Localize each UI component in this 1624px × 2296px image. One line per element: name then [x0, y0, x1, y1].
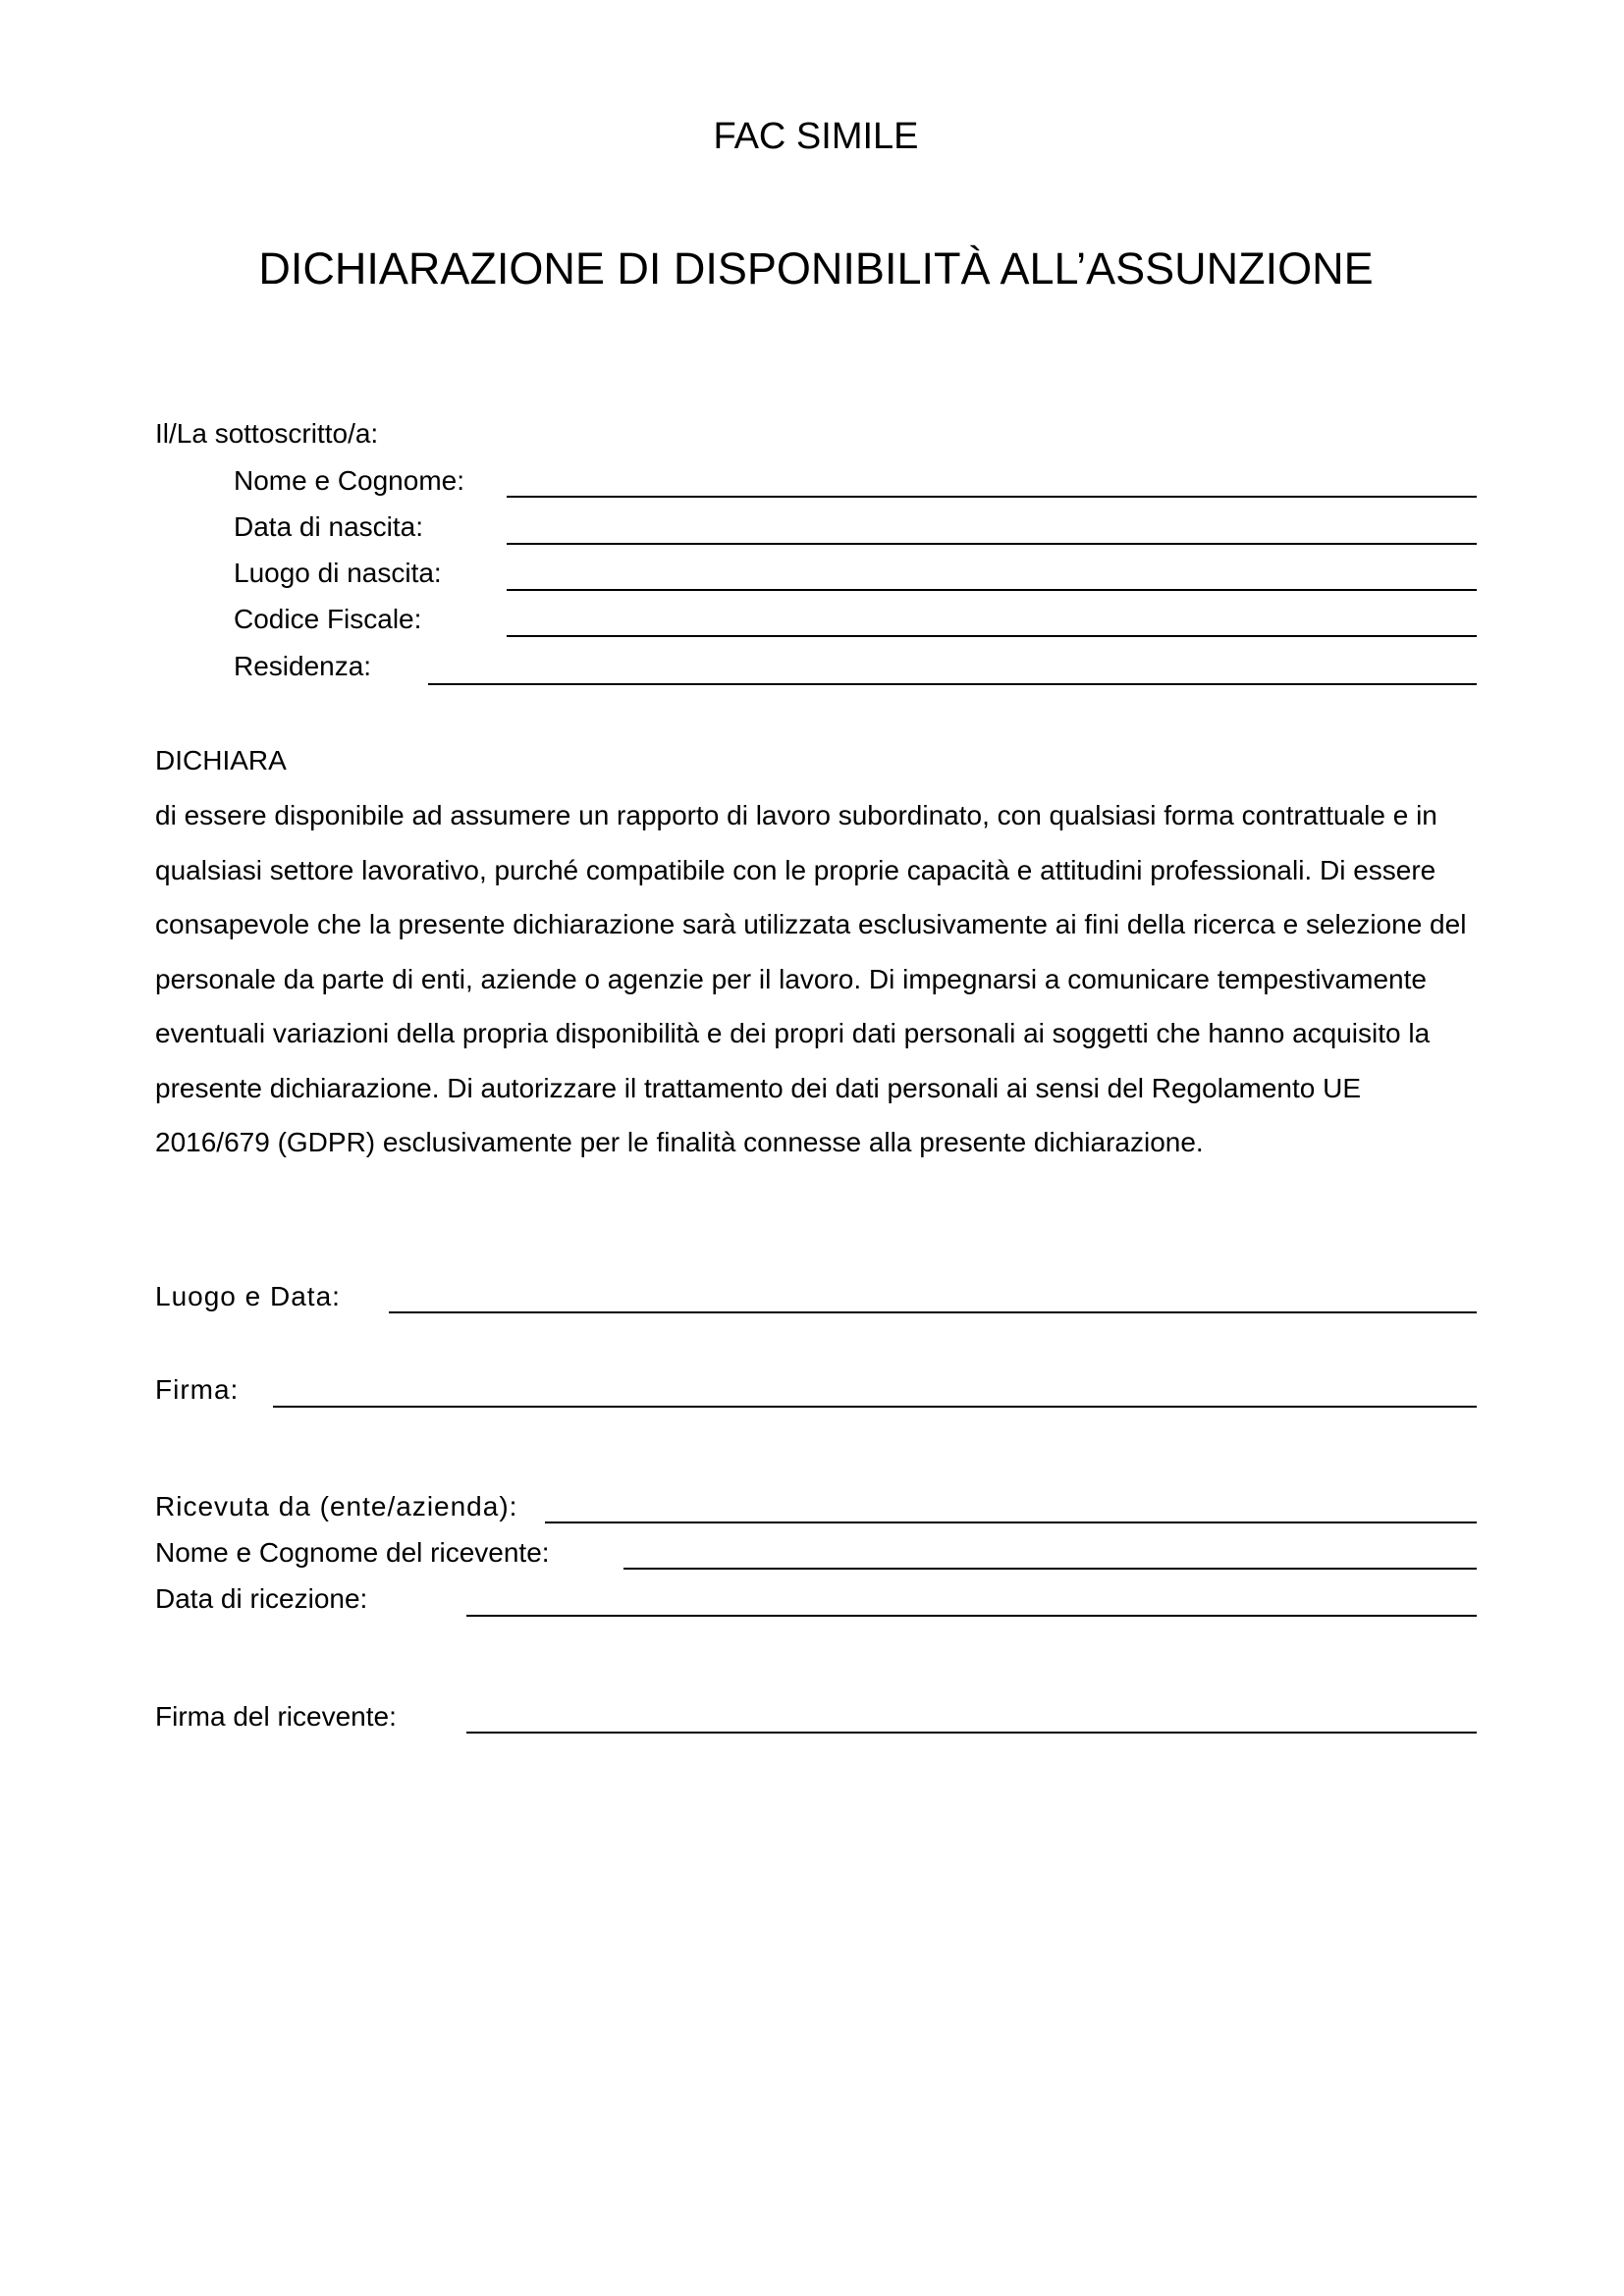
received-by-label: Ricevuta da (ente/azienda):: [155, 1491, 518, 1522]
declarant-intro: Il/La sottoscritto/a:: [155, 418, 379, 449]
declaration-line: 2016/679 (GDPR) esclusivamente per le finalità connesse alla presente dichiarazione.: [155, 1127, 1204, 1157]
field-line-tax-code[interactable]: [507, 635, 1477, 637]
place-date-line[interactable]: [389, 1311, 1477, 1313]
field-label-name: Nome e Cognome:: [234, 465, 465, 496]
field-line-name[interactable]: [507, 496, 1477, 498]
declaration-line: consapevole che la presente dichiarazione sarà utilizzata esclusivamente ai fini della ricerca e selezione del: [155, 909, 1467, 939]
receiver-name-label: Nome e Cognome del ricevente:: [155, 1537, 550, 1568]
receiver-name-line[interactable]: [623, 1568, 1477, 1570]
declaration-line: presente dichiarazione. Di autorizzare il trattamento dei dati personali ai sensi del Regolamento UE: [155, 1072, 1361, 1103]
place-date-label: Luogo e Data:: [155, 1281, 341, 1311]
field-label-residence: Residenza:: [234, 651, 372, 681]
declaration-heading: DICHIARA: [155, 745, 287, 775]
field-line-residence[interactable]: [428, 683, 1477, 685]
receiver-signature-line[interactable]: [466, 1732, 1477, 1734]
signature-label: Firma:: [155, 1374, 240, 1405]
received-by-line[interactable]: [545, 1522, 1477, 1523]
field-label-birth-date: Data di nascita:: [234, 511, 423, 542]
declaration-line: di essere disponibile ad assumere un rapporto di lavoro subordinato, con qualsiasi forma contrattuale e in: [155, 800, 1437, 830]
field-line-birth-place[interactable]: [507, 589, 1477, 591]
declaration-line: personale da parte di enti, aziende o agenzie per il lavoro. Di impegnarsi a comunicare tempestivamente: [155, 963, 1427, 994]
field-label-tax-code: Codice Fiscale:: [234, 604, 422, 634]
received-date-label: Data di ricezione:: [155, 1583, 368, 1614]
declaration-line: qualsiasi settore lavorativo, purché compatibile con le proprie capacità e attitudini professionali. Di essere: [155, 854, 1436, 885]
document-subtitle: FAC SIMILE: [713, 116, 919, 157]
declaration-line: eventuali variazioni della propria disponibilità e dei propri dati personali ai soggetti che hanno acquisito la: [155, 1018, 1431, 1048]
declaration-body: [155, 788, 1481, 1170]
signature-line[interactable]: [273, 1406, 1477, 1408]
field-line-birth-date[interactable]: [507, 543, 1477, 545]
document-title: DICHIARAZIONE DI DISPONIBILITÀ ALL’ASSUNZIONE: [258, 243, 1374, 294]
field-label-birth-place: Luogo di nascita:: [234, 558, 442, 588]
receiver-signature-label: Firma del ricevente:: [155, 1701, 397, 1732]
received-date-line[interactable]: [466, 1615, 1477, 1617]
